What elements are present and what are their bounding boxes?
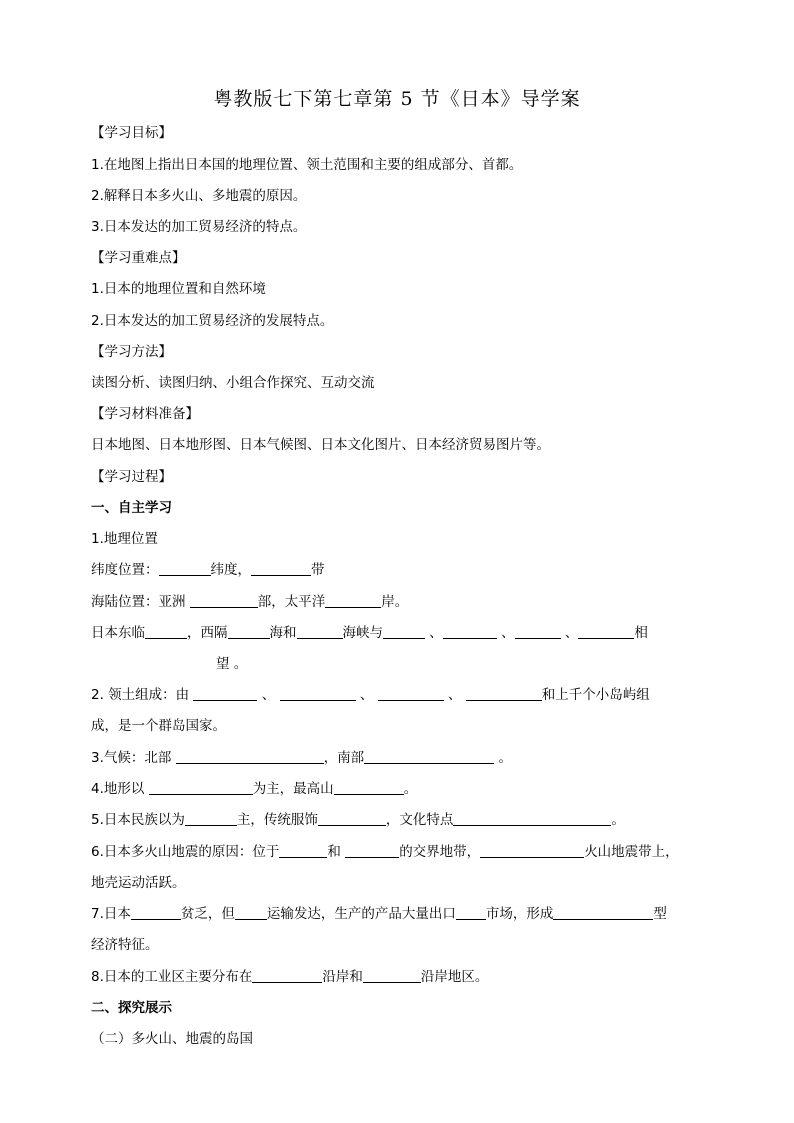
label: 。 [498, 750, 512, 766]
latitude-line [91, 561, 325, 579]
blank-field[interactable] [297, 624, 343, 639]
blank-field[interactable] [190, 593, 258, 608]
label: 、 [564, 625, 579, 641]
section-self-study: 一、自主学习 [91, 500, 172, 516]
blank-field[interactable] [383, 624, 425, 639]
blank-field[interactable] [345, 843, 399, 858]
label: 贫乏，但 [180, 906, 235, 922]
blank-field[interactable] [363, 968, 421, 983]
goal-item-1: 1.在地图上指出日本国的地理位置、领土范围和主要的组成部分、首都。 [91, 157, 523, 173]
economy-line-end: 经济特征。 [91, 937, 159, 953]
blank-field[interactable] [466, 686, 542, 701]
label: 岸。 [381, 594, 409, 610]
process-header: 【学习过程】 [91, 469, 172, 485]
territory-line-end: 成，是一个群岛国家。 [91, 718, 226, 734]
key-points-header: 【学习重难点】 [91, 250, 186, 266]
label: 8.日本的工业区主要分布在 [91, 969, 253, 985]
volcano-line-end: 地壳运动活跃。 [91, 875, 186, 891]
sea-land-line [91, 593, 408, 611]
label: 沿岸和 [322, 969, 363, 985]
blank-field[interactable] [515, 624, 561, 639]
blank-field[interactable] [553, 905, 653, 920]
blank-field[interactable] [325, 593, 381, 608]
blank-field[interactable] [159, 561, 211, 576]
blank-field[interactable] [318, 811, 386, 826]
label: 6.日本多火山地震的原因：位于 [91, 844, 280, 860]
label: ，西隔 [187, 625, 228, 641]
blank-field[interactable] [185, 811, 237, 826]
label: 。 [611, 812, 625, 828]
ethnicity-line [91, 811, 625, 829]
label: 3.气候：北部 [91, 750, 172, 766]
blank-field[interactable] [480, 843, 584, 858]
key-point-1: 1.日本的地理位置和自然环境 [91, 281, 266, 297]
label: 为主，最高山 [252, 781, 334, 797]
blank-field[interactable] [280, 686, 356, 701]
goal-item-2: 2.解释日本多火山、多地震的原因。 [91, 188, 307, 204]
blank-field[interactable] [578, 624, 634, 639]
volcano-line [91, 843, 679, 861]
blank-field[interactable] [252, 968, 322, 983]
label: 带 [311, 562, 325, 578]
label: 7.日本 [91, 906, 131, 922]
label: 、 [429, 625, 443, 641]
label: 、 [261, 687, 276, 703]
label: 海陆位置：亚洲 [91, 594, 186, 610]
materials-header: 【学习材料准备】 [91, 406, 199, 422]
section-explore: 二、探究展示 [91, 1000, 172, 1016]
blank-field[interactable] [334, 780, 404, 795]
blank-field[interactable] [453, 811, 611, 826]
blank-field[interactable] [456, 905, 486, 920]
goal-item-3: 3.日本发达的加工贸易经济的特点。 [91, 219, 307, 235]
east-neighbors-line-end: 望 。 [216, 656, 248, 672]
label: 型 [653, 906, 667, 922]
subsection-volcano: （二）多火山、地震的岛国 [91, 1031, 253, 1047]
label: 部，太平洋 [257, 594, 326, 610]
label: 相 [634, 625, 648, 641]
blank-field[interactable] [149, 780, 253, 795]
key-point-2: 2.日本发达的加工贸易经济的发展特点。 [91, 313, 334, 329]
label: 海和 [269, 625, 297, 641]
blank-field[interactable] [279, 843, 327, 858]
label: 、 [501, 625, 515, 641]
label: ，南部 [323, 750, 365, 766]
label: 纬度， [210, 562, 251, 578]
blank-field[interactable] [193, 686, 257, 701]
label: 的交界地带， [399, 844, 481, 860]
label: 和 [327, 844, 341, 860]
label: 4.地形以 [91, 781, 145, 797]
blank-field[interactable] [378, 686, 444, 701]
label: 火山地震带上， [584, 844, 679, 860]
blank-field[interactable] [131, 905, 181, 920]
label: 5.日本民族以为 [91, 812, 185, 828]
label: 和上千个小岛屿组 [541, 687, 650, 703]
blank-field[interactable] [228, 624, 270, 639]
territory-line [91, 686, 650, 704]
label: 。 [403, 781, 418, 797]
climate-line [91, 749, 512, 767]
label: ，文化特点 [385, 812, 454, 828]
label: 、 [359, 687, 374, 703]
label: 海峡与 [342, 625, 383, 641]
goals-header: 【学习目标】 [91, 125, 172, 141]
industry-line [91, 968, 488, 986]
label: 2. 领土组成：由 [91, 687, 190, 703]
east-neighbors-line [91, 624, 648, 642]
question-1-title: 1.地理位置 [91, 531, 158, 547]
materials-text: 日本地图、日本地形图、日本气候图、日本文化图片、日本经济贸易图片等。 [91, 437, 550, 453]
label: 主，传统服饰 [236, 812, 318, 828]
methods-text: 读图分析、读图归纳、小组合作探究、互动交流 [91, 375, 375, 391]
label: 沿岸地区。 [420, 969, 489, 985]
blank-field[interactable] [443, 624, 497, 639]
blank-field[interactable] [235, 905, 267, 920]
terrain-line [91, 780, 417, 798]
label: 、 [447, 687, 462, 703]
page-title: 粤教版七下第七章第 5 节《日本》导学案 [213, 88, 581, 110]
blank-field[interactable] [251, 561, 311, 576]
label: 市场，形成 [485, 906, 554, 922]
label: 纬度位置： [91, 562, 159, 578]
blank-field[interactable] [145, 624, 187, 639]
blank-field[interactable] [176, 749, 324, 764]
label: 日本东临 [91, 625, 145, 641]
blank-field[interactable] [364, 749, 494, 764]
economy-line [91, 905, 667, 923]
label: 运输发达，生产的产品大量出口 [266, 906, 456, 922]
methods-header: 【学习方法】 [91, 344, 172, 360]
